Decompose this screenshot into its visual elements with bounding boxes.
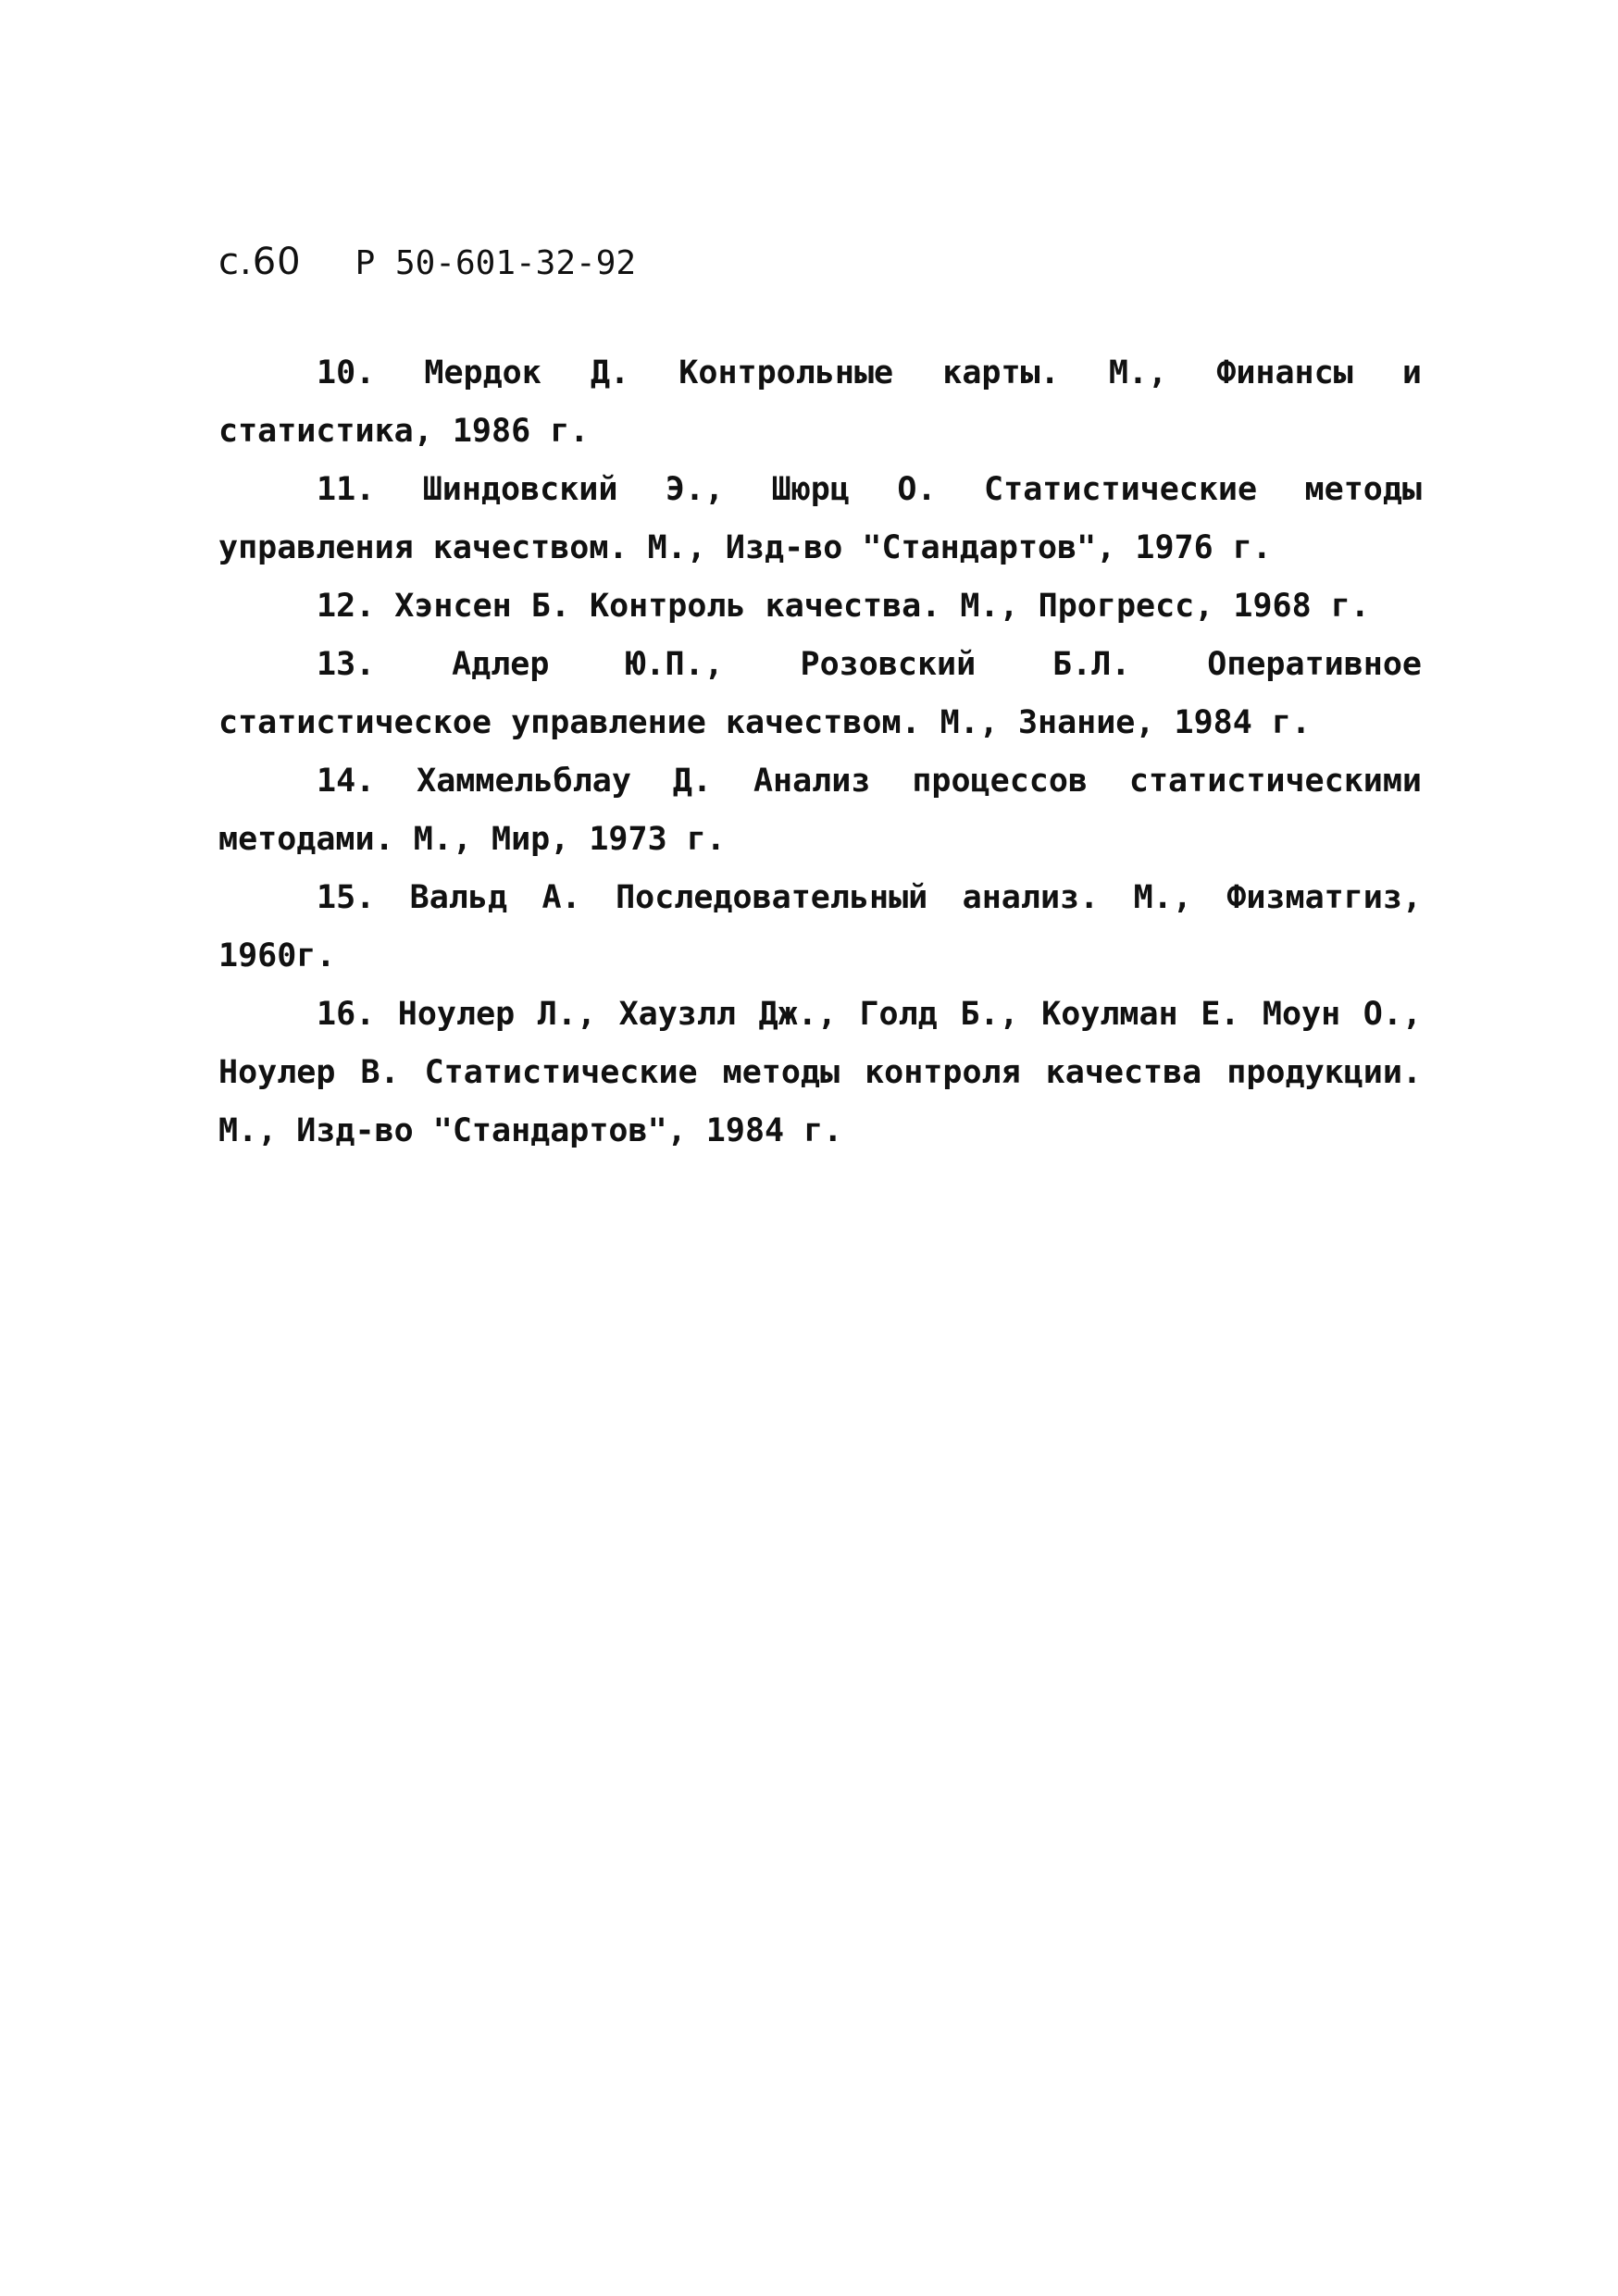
document-code: Р 50-601-32-92	[355, 244, 637, 282]
reference-item-11: 11. Шиндовский Э., Шюрц О. Статистические методы управления качеством. М., Изд-во "Стандартов", 1976 г.	[218, 471, 1422, 566]
reference-item-14: 14. Хаммельблау Д. Анализ процессов статистическими методами. М., Мир, 1973 г.	[218, 763, 1422, 858]
page-header	[218, 241, 636, 287]
reference-item-10: 10. Мердок Д. Контрольные карты. М., Финансы и статистика, 1986 г.	[218, 354, 1422, 450]
reference-item-16: 16. Ноулер Л., Хаузлл Дж., Голд Б., Коулман Е. Моун О., Ноулер В. Статистические методы контроля качества продукции. М., Изд-во "Стандартов", 1984 г.	[218, 996, 1422, 1149]
reference-item-12: 12. Хэнсен Б. Контроль качества. М., Прогресс, 1968 г.	[317, 588, 1370, 625]
reference-item-15: 15. Вальд А. Последовательный анализ. М., Физматгиз, 1960г.	[218, 879, 1422, 974]
reference-item-13: 13. Адлер Ю.П., Розовский Б.Л. Оперативное статистическое управление качеством. М., Знание, 1984 г.	[218, 646, 1422, 741]
reference-list	[218, 344, 1422, 1160]
page-number: с.60	[218, 241, 302, 283]
